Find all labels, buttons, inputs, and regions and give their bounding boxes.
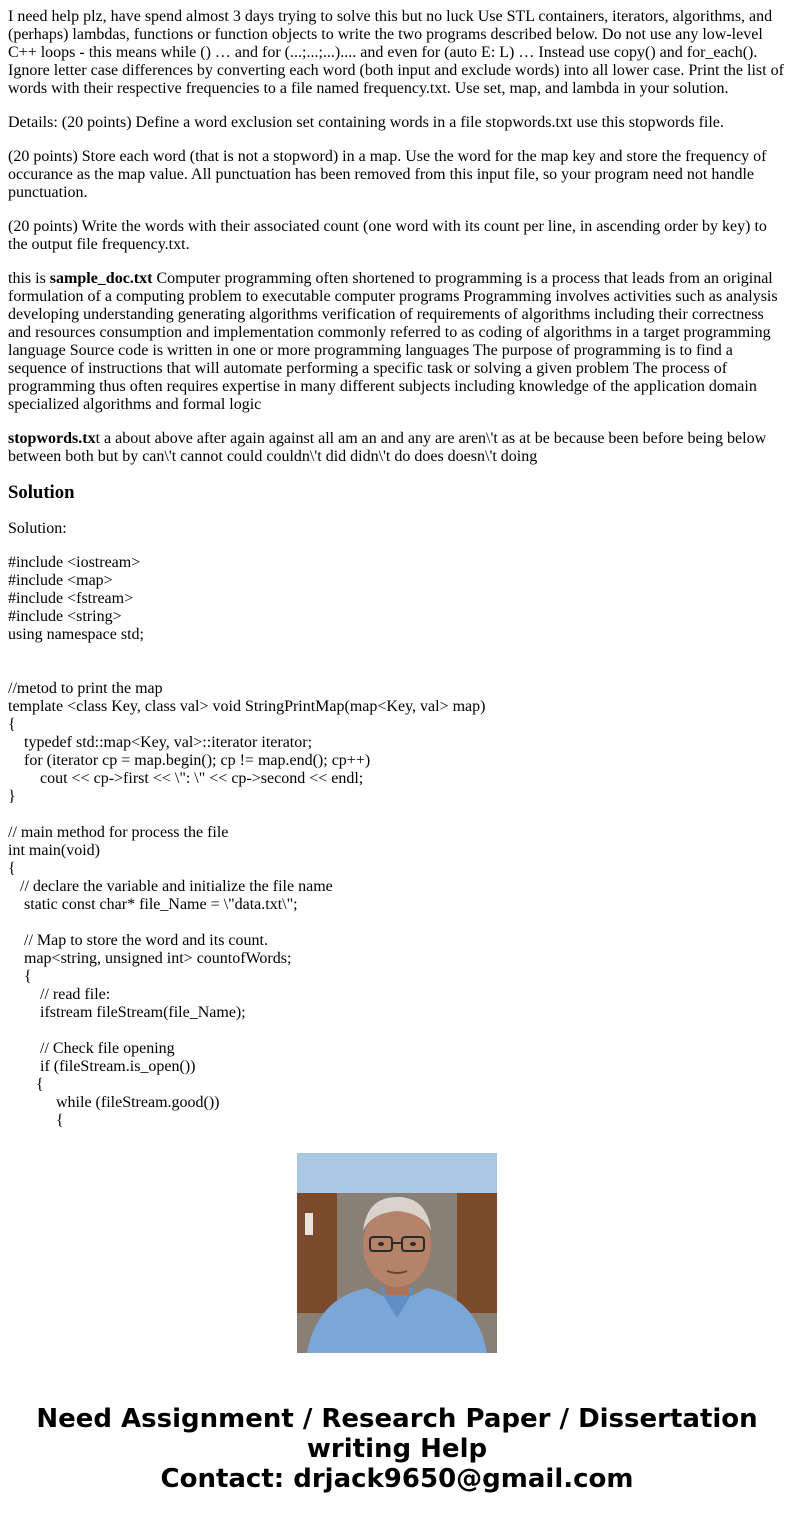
sample-doc-paragraph	[8, 270, 786, 414]
sample-doc-filename: sample_doc.txt	[49, 270, 153, 287]
author-avatar	[297, 1153, 497, 1353]
promo-banner	[0, 1404, 794, 1494]
promo-contact-line: Contact: drjack9650@gmail.com	[160, 1464, 634, 1494]
solution-heading: Solution	[8, 482, 75, 503]
solution-code: #include <iostream> #include <map> #include <fstream> #include <string> using namespace std; //metod to print the map template <class Key, class val> void StringPrintMap(map<Key, val> map) { typedef std::map<Key, val>::iterator iterator; for (iterator cp = map.begin(); cp != map.end(); cp++) cout << cp->first << \": \" << cp->second << endl; } // main method for process the file int main(void) { // declare the variable and initialize the file name static const char* file_Name = \"data.txt\"; // Map to store the word and its count. map<string, unsigned int> countofWords; { // read file: ifstream fileStream(file_Name); // Check file opening if (fileStream.is_open()) { while (fileStream.good()) {	[8, 554, 486, 1129]
solution-label: Solution:	[8, 520, 67, 537]
question-details: Details: (20 points) Define a word exclusion set containing words in a file stopwords.txt use this stopwords file.	[8, 114, 724, 131]
stopwords-filename: stopwords.tx	[8, 430, 96, 447]
question-store-requirement: (20 points) Store each word (that is not a stopword) in a map. Use the word for the map key and store the frequency of occurance as the map value. All punctuation has been removed from this input file, so your program need not handle punctuation.	[8, 148, 767, 201]
sample-prefix: this is	[8, 270, 50, 287]
question-write-requirement: (20 points) Write the words with their associated count (one word with its count per line, in ascending order by key) to the output file frequency.txt.	[8, 218, 767, 253]
promo-line-1: Need Assignment / Research Paper / Dissertation	[36, 1404, 758, 1434]
promo-line-2: writing Help	[306, 1434, 488, 1464]
author-portrait-image	[297, 1153, 497, 1353]
question-intro: I need help plz, have spend almost 3 days trying to solve this but no luck Use STL containers, iterators, algorithms, and (perhaps) lambdas, functions or function objects to write the two programs described below. Do not use any low-level C++ loops - this means while () … and for (...;...;...).... and even for (auto E: L) … Instead use copy() and for_each(). Ignore letter case differences by converting each word (both input and exclude words) into all lower case. Print the list of words with their respective frequencies to a file named frequency.txt. Use set, map, and lambda in your solution.	[8, 8, 784, 97]
stopwords-paragraph	[8, 430, 786, 466]
stopwords-text: t a about above after again against all am an and any are aren\'t as at be because been before being below between both but by can\'t cannot could couldn\'t did didn\'t do does doesn\'t doing	[8, 430, 767, 465]
sample-doc-text: Computer programming often shortened to programming is a process that leads from an original formulation of a computing problem to executable computer programs Programming involves activities such as analysis developing understanding generating algorithms verification of requirements of algorithms including their correctness and resources consumption and implementation commonly referred to as coding of algorithms in a target programming language Source code is written in one or more programming languages The purpose of programming is to find a sequence of instructions that will automate performing a specific task or solving a given problem The process of programming thus often requires expertise in many different subjects including knowledge of the application domain specialized algorithms and formal logic	[8, 270, 778, 413]
solution-code-block	[8, 554, 786, 1129]
